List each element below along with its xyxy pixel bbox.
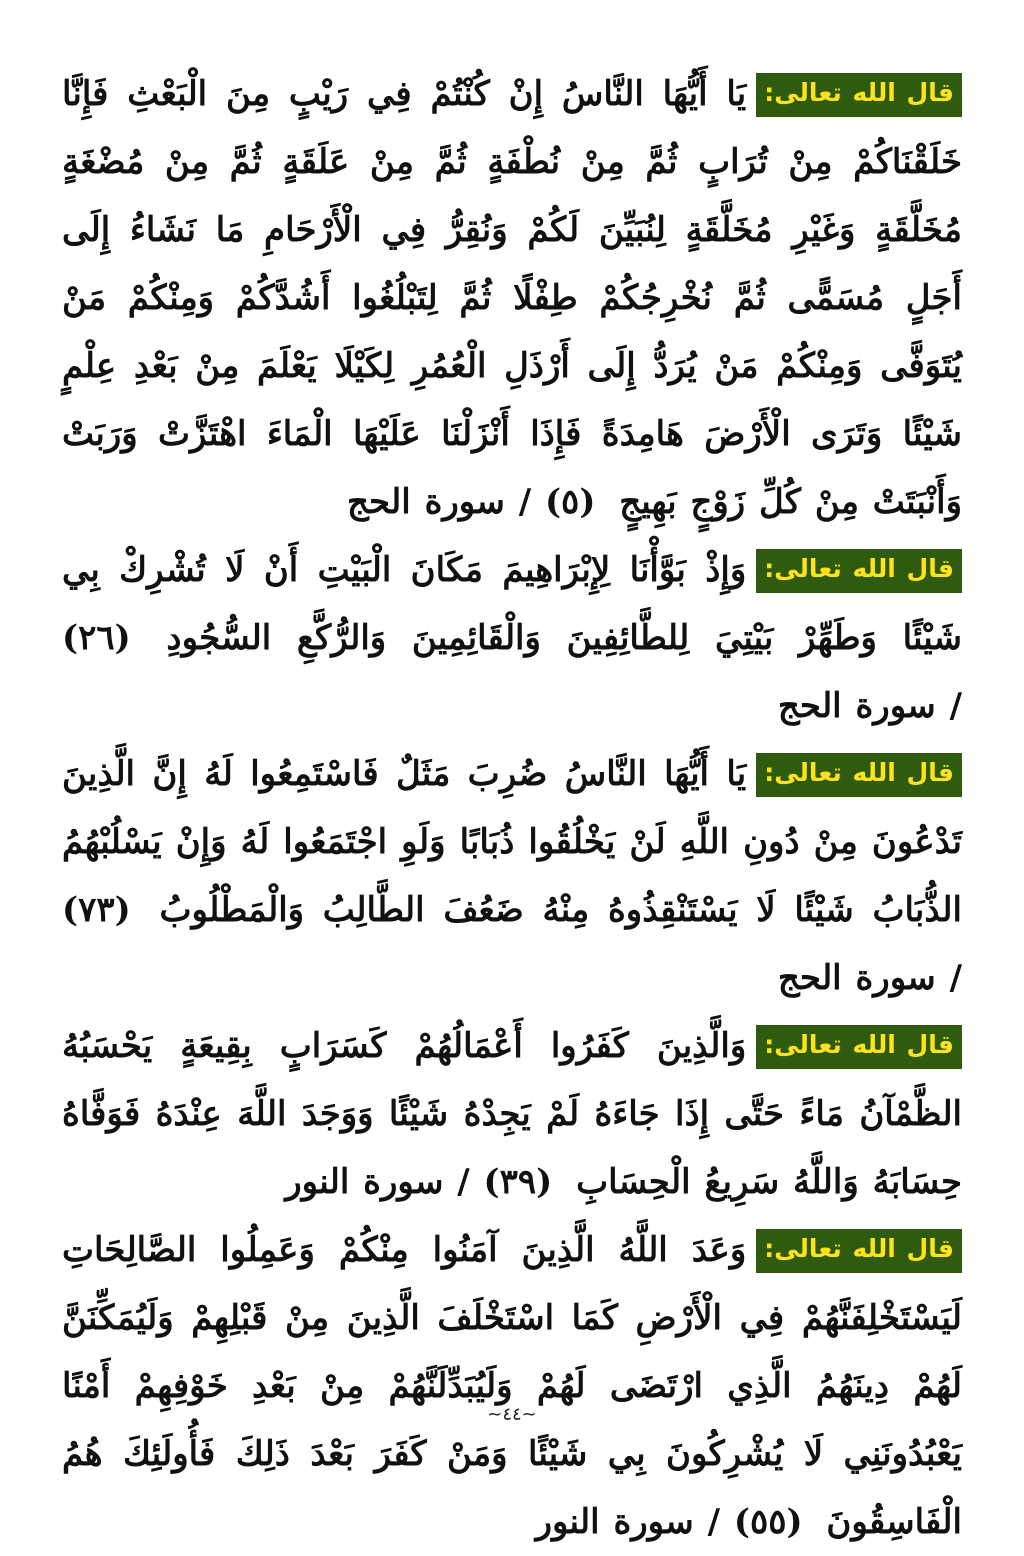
page-content — [62, 60, 962, 1556]
verse-number: (٢٦) — [62, 618, 131, 658]
surah-reference: / سورة الحج — [777, 686, 962, 726]
verse-number: (٥٥) — [733, 1502, 803, 1542]
page-number: ~٤٤~ — [487, 1404, 537, 1425]
passage-5 — [62, 1216, 962, 1556]
verse-text: يَا أَيُّهَا النَّاسُ إِنْ كُنْتُمْ فِي رَيْبٍ مِنَ الْبَعْثِ فَإِنَّا خَلَقْنَاكُمْ مِنْ تُرَابٍ ثُمَّ مِنْ نُطْفَةٍ ثُمَّ مِنْ عَلَقَةٍ ثُمَّ مِنْ مُضْغَةٍ مُخَلَّقَةٍ وَغَيْرِ مُخَلَّقَةٍ لِنُبَيِّنَ لَكُمْ وَنُقِرُّ فِي الْأَرْحَامِ مَا نَشَاءُ إِلَى أَجَلٍ مُسَمًّى ثُمَّ نُخْرِجُكُمْ طِفْلًا ثُمَّ لِتَبْلُغُوا أَشُدَّكُمْ وَمِنْكُمْ مَنْ يُتَوَفَّى وَمِنْكُمْ مَنْ يُرَدُّ إِلَى أَرْذَلِ الْعُمُرِ لِكَيْلَا يَعْلَمَ مِنْ بَعْدِ عِلْمٍ شَيْئًا وَتَرَى الْأَرْضَ هَامِدَةً فَإِذَا أَنْزَلْنَا عَلَيْهَا الْمَاءَ اهْتَزَّتْ وَرَبَتْ وَأَنْبَتَتْ مِنْ كُلِّ زَوْجٍ بَهِيجٍ — [62, 74, 962, 522]
surah-reference: / سورة الحج — [777, 958, 962, 998]
verse-text: يَا أَيُّهَا النَّاسُ ضُرِبَ مَثَلٌ فَاسْتَمِعُوا لَهُ إِنَّ الَّذِينَ تَدْعُونَ مِنْ دُونِ اللَّهِ لَنْ يَخْلُقُوا ذُبَابًا وَلَوِ اجْتَمَعُوا لَهُ وَإِنْ يَسْلُبْهُمُ الذُّبَابُ شَيْئًا لَا يَسْتَنْقِذُوهُ مِنْهُ ضَعُفَ الطَّالِبُ وَالْمَطْلُوبُ — [62, 754, 962, 930]
passage-3 — [62, 740, 962, 1012]
verse-text: وَالَّذِينَ كَفَرُوا أَعْمَالُهُمْ كَسَرَابٍ بِقِيعَةٍ يَحْسَبُهُ الظَّمْآنُ مَاءً حَتَّى إِذَا جَاءَهُ لَمْ يَجِدْهُ شَيْئًا وَوَجَدَ اللَّهَ عِنْدَهُ فَوَفَّاهُ حِسَابَهُ وَاللَّهُ سَرِيعُ الْحِسَابِ — [62, 1026, 962, 1202]
surah-reference: / سورة الحج — [347, 482, 532, 522]
verse-number: (٧٣) — [62, 890, 131, 930]
passage-label: قال الله تعالى: — [756, 1229, 962, 1273]
verse-text: وَإِذْ بَوَّأْنَا لِإِبْرَاهِيمَ مَكَانَ الْبَيْتِ أَنْ لَا تُشْرِكْ بِي شَيْئًا وَطَهِّرْ بَيْتِيَ لِلطَّائِفِينَ وَالْقَائِمِينَ وَالرُّكَّعِ السُّجُودِ — [62, 550, 962, 658]
passage-label: قال الله تعالى: — [756, 753, 962, 797]
verse-number: (٥) — [544, 482, 596, 522]
passage-label: قال الله تعالى: — [756, 1025, 962, 1069]
passage-label: قال الله تعالى: — [756, 73, 962, 117]
passage-2 — [62, 536, 962, 740]
verse-text: وَعَدَ اللَّهُ الَّذِينَ آمَنُوا مِنْكُمْ وَعَمِلُوا الصَّالِحَاتِ لَيَسْتَخْلِفَنَّهُمْ فِي الْأَرْضِ كَمَا اسْتَخْلَفَ الَّذِينَ مِنْ قَبْلِهِمْ وَلَيُمَكِّنَنَّ لَهُمْ دِينَهُمُ الَّذِي ارْتَضَى لَهُمْ وَلَيُبَدِّلَنَّهُمْ مِنْ بَعْدِ خَوْفِهِمْ أَمْنًا يَعْبُدُونَنِي لَا يُشْرِكُونَ بِي شَيْئًا وَمَنْ كَفَرَ بَعْدَ ذَلِكَ فَأُولَئِكَ هُمُ الْفَاسِقُونَ — [62, 1230, 962, 1542]
surah-reference: / سورة النور — [535, 1502, 720, 1542]
surah-reference: / سورة النور — [285, 1162, 470, 1202]
verse-number: (٣٩) — [483, 1162, 553, 1202]
passage-label: قال الله تعالى: — [756, 549, 962, 593]
passage-1 — [62, 60, 962, 536]
passage-4 — [62, 1012, 962, 1216]
